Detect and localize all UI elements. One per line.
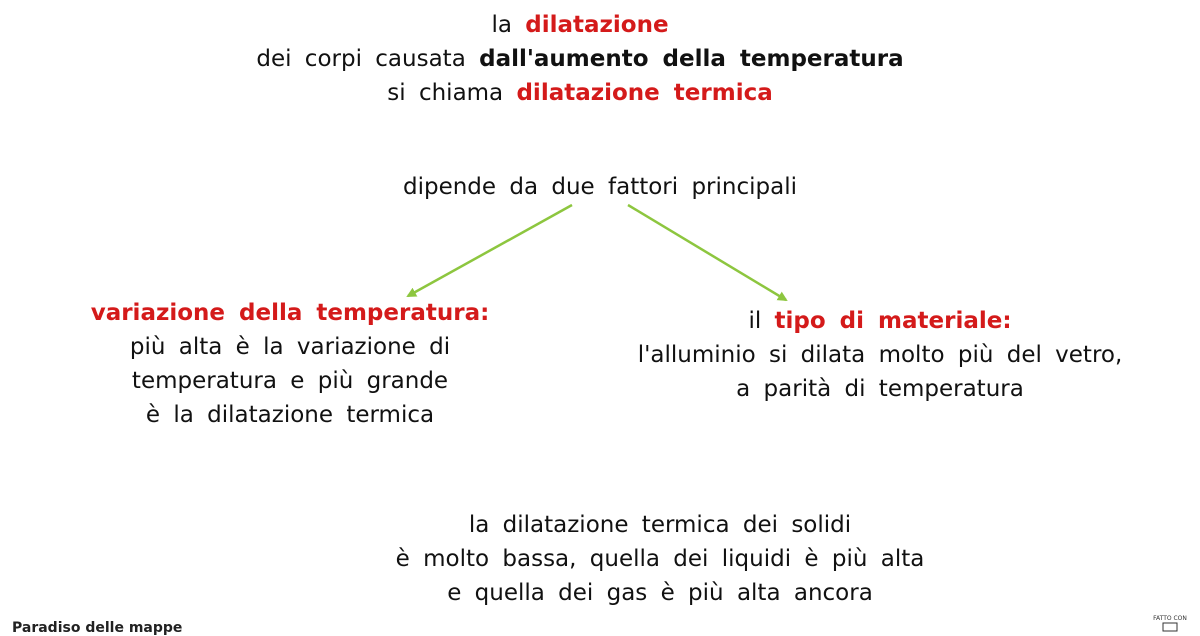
term-dilatazione-termica: dilatazione termica [516,80,773,106]
arrow-to-left-factor [408,205,572,296]
right-factor-line: a parità di temperatura [736,376,1024,402]
definition-line-1 [180,8,980,42]
footer-logo-text: FATTO CON [1153,615,1187,622]
bottom-note-line: e quella dei gas è più alta ancora [447,580,873,606]
right-factor-heading-line [560,304,1200,338]
footer-brand-text: Paradiso delle mappe [12,620,183,636]
left-factor-node [20,296,560,432]
bottom-note-line: la dilatazione termica dei solidi [468,512,852,538]
definition-block [180,8,980,110]
footer-logo-icon [1150,612,1190,632]
right-factor-prefix: il [748,308,762,334]
left-factor-line: più alta è la variazione di [129,334,451,360]
bottom-note [260,508,1060,610]
factors-intro: dipende da due fattori principali [402,174,797,200]
right-factor-node [560,304,1200,406]
bottom-note-line: è molto bassa, quella dei liquidi è più alta [395,546,925,572]
arrow-to-right-factor [628,205,786,300]
left-factor-line: temperatura e più grande [131,368,449,394]
definition-line-2-prefix: dei corpi causata [256,46,466,72]
definition-cause: dall'aumento della temperatura [479,46,904,72]
definition-line-1-prefix: la [491,12,512,38]
left-factor-line: è la dilatazione termica [145,402,435,428]
term-dilatazione: dilatazione [525,12,669,38]
left-factor-heading: variazione della temperatura: [90,300,490,326]
definition-line-3-prefix: si chiama [387,80,504,106]
definition-line-3 [180,76,980,110]
right-factor-line: l'alluminio si dilata molto più del vetro, [637,342,1123,368]
definition-line-2 [180,42,980,76]
right-factor-heading: tipo di materiale: [774,308,1012,334]
